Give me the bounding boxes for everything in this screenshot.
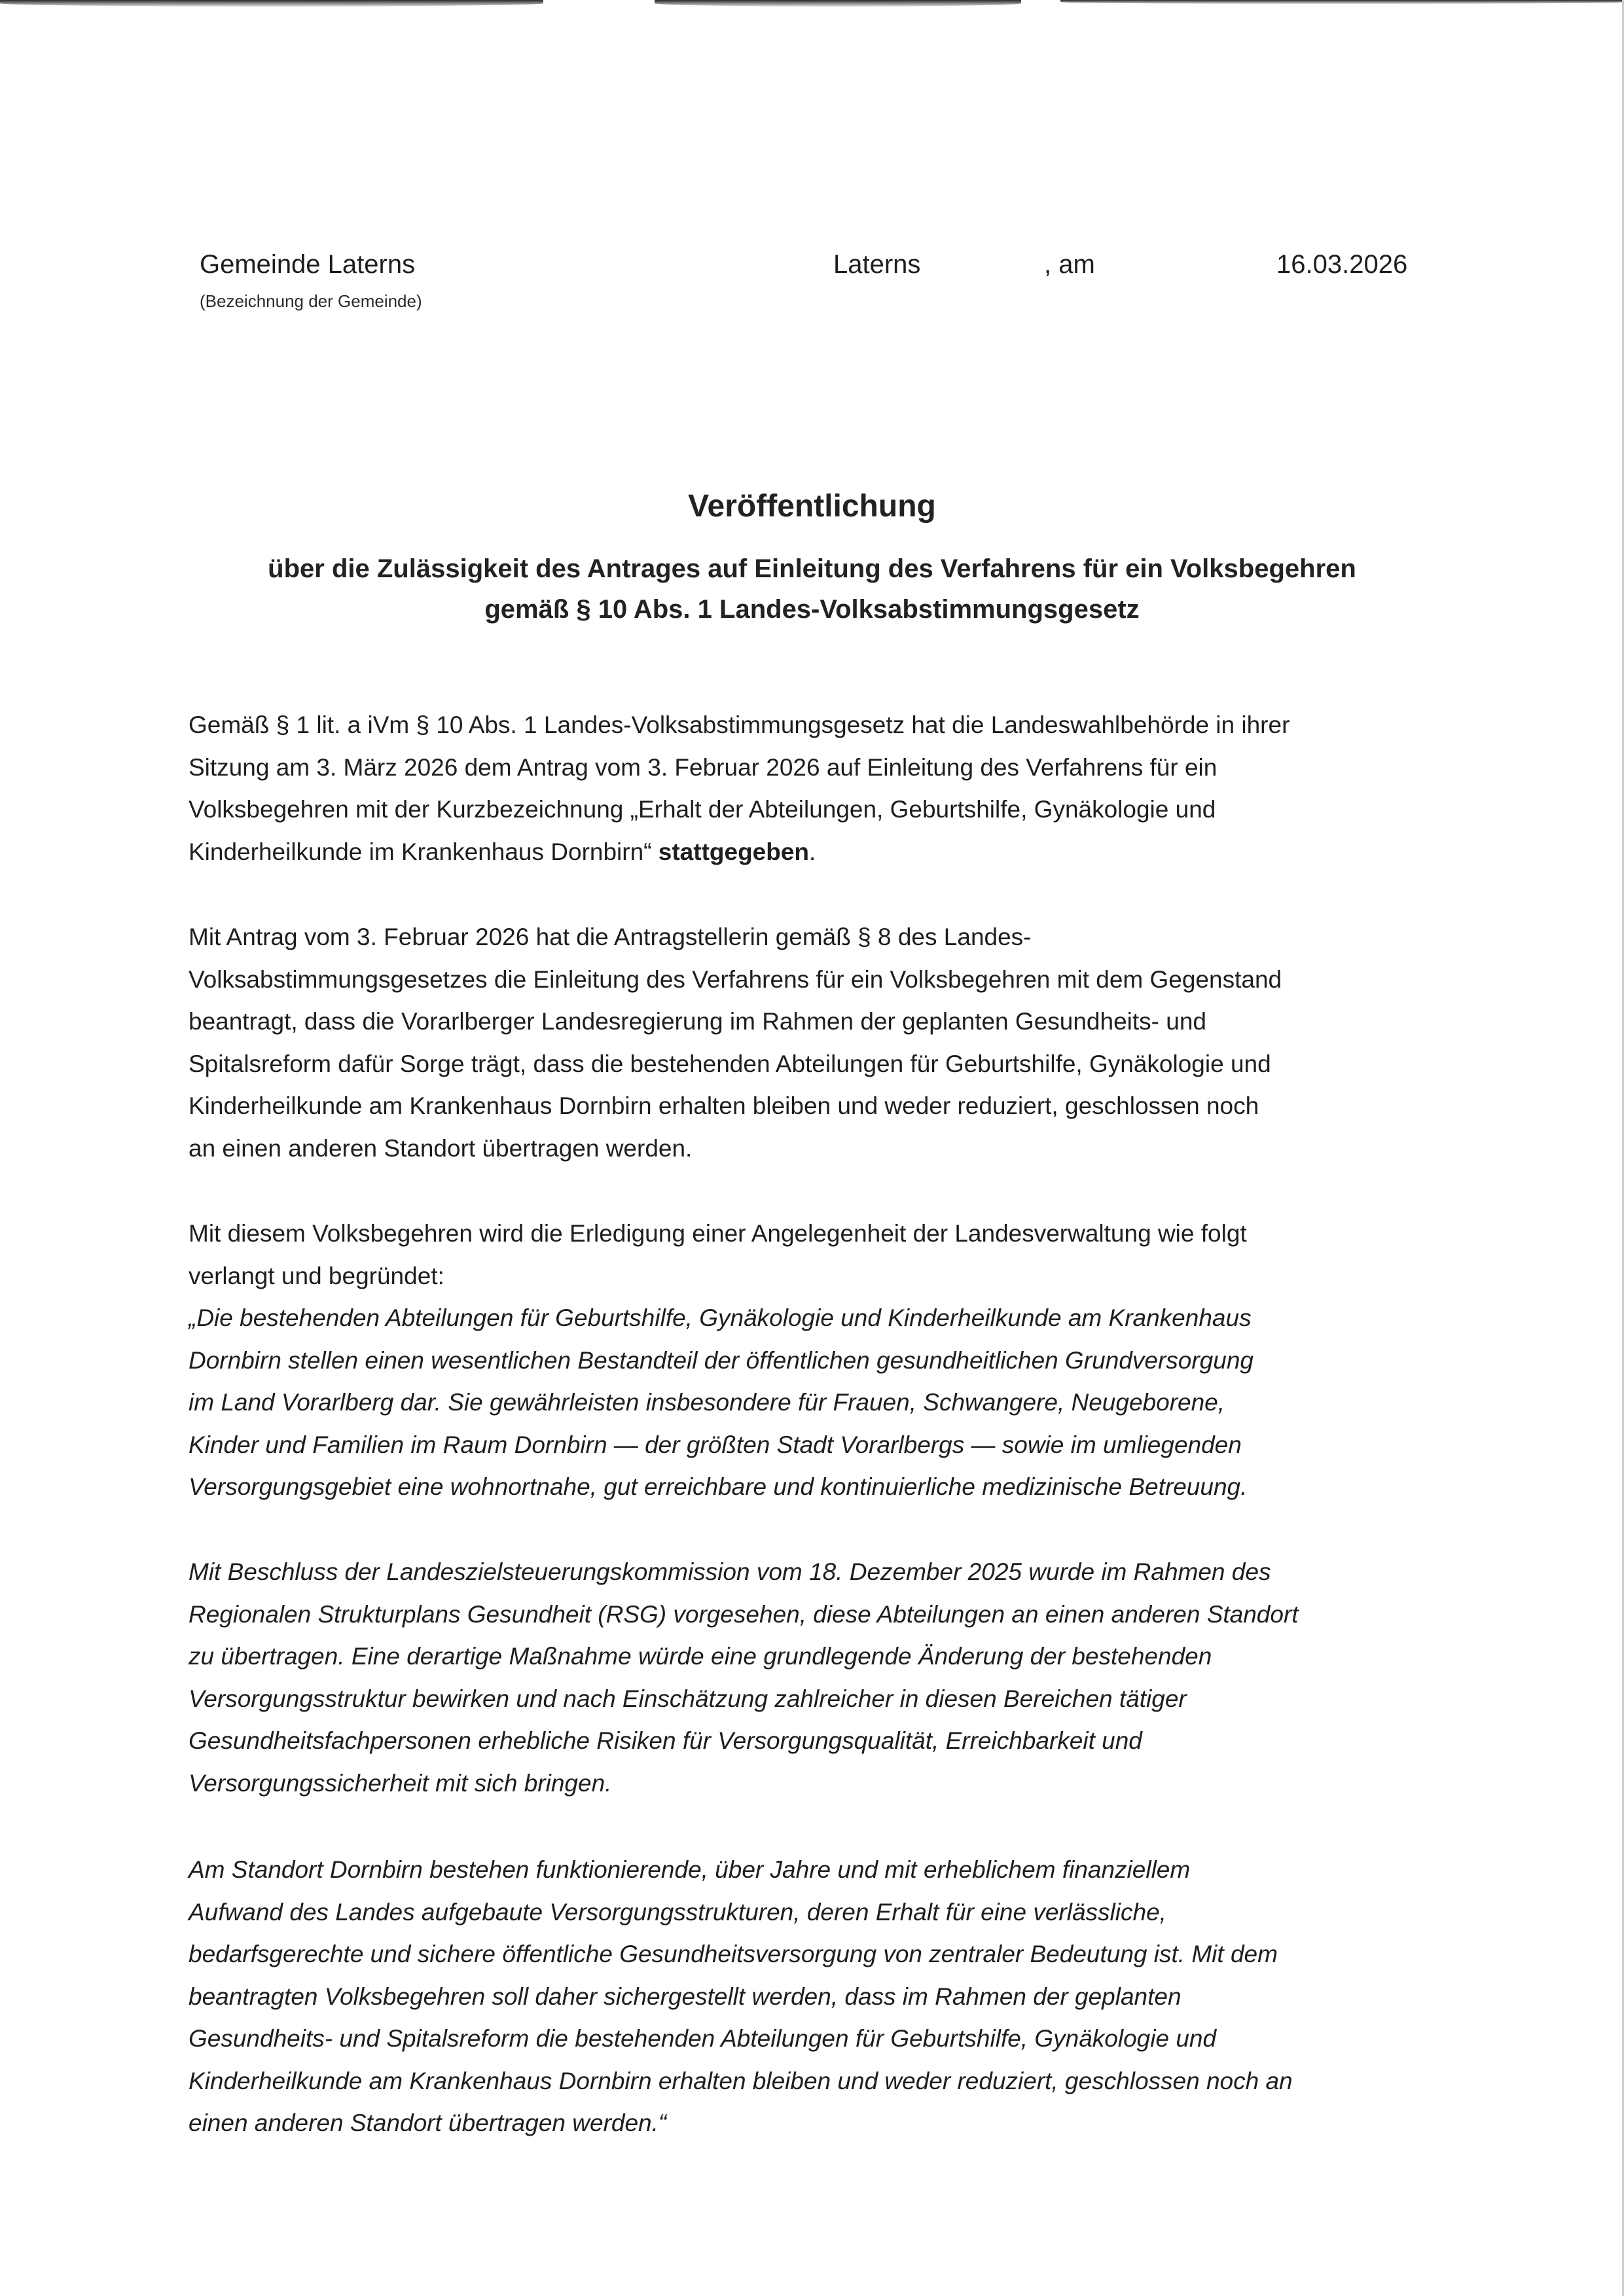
document-title: Veröffentlichung bbox=[688, 489, 936, 524]
municipality-name: Gemeinde Laterns bbox=[200, 250, 416, 279]
paragraph-quote-standort bbox=[189, 1849, 1465, 2145]
quote-line: Kinderheilkunde am Krankenhaus Dornbirn erhalten bleiben und weder reduziert, geschlossen noch an bbox=[189, 2067, 1293, 2094]
text-line: Mit diesem Volksbegehren wird die Erledigung einer Angelegenheit der Landesverwaltung wie folgt bbox=[189, 1220, 1247, 1247]
date-label: , am bbox=[1044, 250, 1095, 279]
quote-line: im Land Vorarlberg dar. Sie gewährleisten insbesondere für Frauen, Schwangere, Neugeborene, bbox=[189, 1389, 1225, 1416]
quote-line: beantragten Volksbegehren soll daher sichergestellt werden, dass im Rahmen der geplanten bbox=[189, 1982, 1182, 2010]
subtitle-line: gemäß § 10 Abs. 1 Landes-Volksabstimmungsgesetz bbox=[484, 595, 1140, 624]
paragraph-quote-decision bbox=[189, 1551, 1465, 1804]
quote-line: Dornbirn stellen einen wesentlichen Bestandteil der öffentlichen gesundheitlichen Grundversorgung bbox=[189, 1346, 1254, 1374]
text-line: Spitalsreform dafür Sorge trägt, dass die bestehenden Abteilungen für Geburtshilfe, Gynäkologie und bbox=[189, 1050, 1271, 1077]
quote-line: einen anderen Standort übertragen werden.“ bbox=[189, 2109, 667, 2136]
quote-line: zu übertragen. Eine derartige Maßnahme würde eine grundlegende Änderung der bestehenden bbox=[189, 1643, 1212, 1670]
quote-line: Gesundheitsfachpersonen erhebliche Risiken für Versorgungsqualität, Erreichbarkeit und bbox=[189, 1727, 1142, 1754]
text-segment: Kinderheilkunde im Krankenhaus Dornbirn“ bbox=[189, 838, 659, 865]
text-line: Volksbegehren mit der Kurzbezeichnung „Erhalt der Abteilungen, Geburtshilfe, Gynäkologie und bbox=[189, 796, 1216, 823]
place-name: Laterns bbox=[833, 250, 921, 279]
text-line: an einen anderen Standort übertragen werden. bbox=[189, 1134, 693, 1162]
quote-line: Versorgungsstruktur bewirken und nach Einschätzung zahlreicher in diesen Bereichen tätiger bbox=[189, 1685, 1187, 1712]
quote-line: Gesundheits- und Spitalsreform die bestehenden Abteilungen für Geburtshilfe, Gynäkologie und bbox=[189, 2025, 1217, 2052]
scan-shadow-edge bbox=[655, 0, 1021, 7]
text-line: Volksabstimmungsgesetzes die Einleitung des Verfahrens für ein Volksbegehren mit dem Gegenstand bbox=[189, 965, 1282, 993]
quote-line: „Die bestehenden Abteilungen für Geburtshilfe, Gynäkologie und Kinderheilkunde am Krankenhaus bbox=[189, 1304, 1252, 1331]
quote-line: Am Standort Dornbirn bestehen funktionierende, über Jahre und mit erheblichem finanziellem bbox=[189, 1856, 1191, 1883]
quote-line: Kinder und Familien im Raum Dornbirn — der größten Stadt Vorarlbergs — sowie im umliegenden bbox=[189, 1431, 1242, 1458]
text-line: verlangt und begründet: bbox=[189, 1262, 444, 1289]
quote-line: Mit Beschluss der Landeszielsteuerungskommission vom 18. Dezember 2025 wurde im Rahmen des bbox=[189, 1558, 1271, 1585]
municipality-caption: (Bezeichnung der Gemeinde) bbox=[200, 291, 422, 311]
scan-shadow-edge bbox=[1060, 0, 1624, 4]
paragraph-application bbox=[189, 916, 1465, 1170]
quote-line: Versorgungssicherheit mit sich bringen. bbox=[189, 1769, 612, 1797]
text-line: Mit Antrag vom 3. Februar 2026 hat die Antragstellerin gemäß § 8 des Landes- bbox=[189, 924, 1032, 950]
quote-line: bedarfsgerechte und sichere öffentliche Gesundheitsversorgung von zentraler Bedeutung ist. Mit dem bbox=[189, 1941, 1278, 1967]
quote-line: Aufwand des Landes aufgebaute Versorgungsstrukturen, deren Erhalt für eine verlässliche, bbox=[189, 1898, 1166, 1926]
text-line: Kinderheilkunde am Krankenhaus Dornbirn erhalten bleiben und weder reduziert, geschlossen noch bbox=[189, 1092, 1259, 1119]
quote-line: Regionalen Strukturplans Gesundheit (RSG) vorgesehen, diese Abteilungen an einen anderen Standort bbox=[189, 1600, 1299, 1628]
text-segment: . bbox=[809, 838, 816, 865]
decision-emphasis: stattgegeben bbox=[658, 838, 810, 865]
text-line bbox=[189, 831, 1465, 874]
text-line: Sitzung am 3. März 2026 dem Antrag vom 3. Februar 2026 auf Einleitung des Verfahrens für ein bbox=[189, 753, 1218, 781]
paragraph-justification bbox=[189, 1213, 1465, 1509]
text-line: Gemäß § 1 lit. a iVm § 10 Abs. 1 Landes-Volksabstimmungsgesetz hat die Landeswahlbehörde in ihrer bbox=[189, 711, 1290, 738]
subtitle-line: über die Zulässigkeit des Antrages auf Einleitung des Verfahrens für ein Volksbegehren bbox=[268, 554, 1356, 583]
paragraph-decision bbox=[189, 704, 1465, 873]
text-line: beantragt, dass die Vorarlberger Landesregierung im Rahmen der geplanten Gesundheits- und bbox=[189, 1008, 1206, 1035]
quote-line: Versorgungsgebiet eine wohnortnahe, gut erreichbare und kontinuierliche medizinische Betreuung. bbox=[189, 1473, 1248, 1500]
scan-shadow-edge bbox=[0, 0, 543, 7]
document-date: 16.03.2026 bbox=[1276, 250, 1408, 279]
document-subtitle bbox=[0, 548, 1624, 630]
